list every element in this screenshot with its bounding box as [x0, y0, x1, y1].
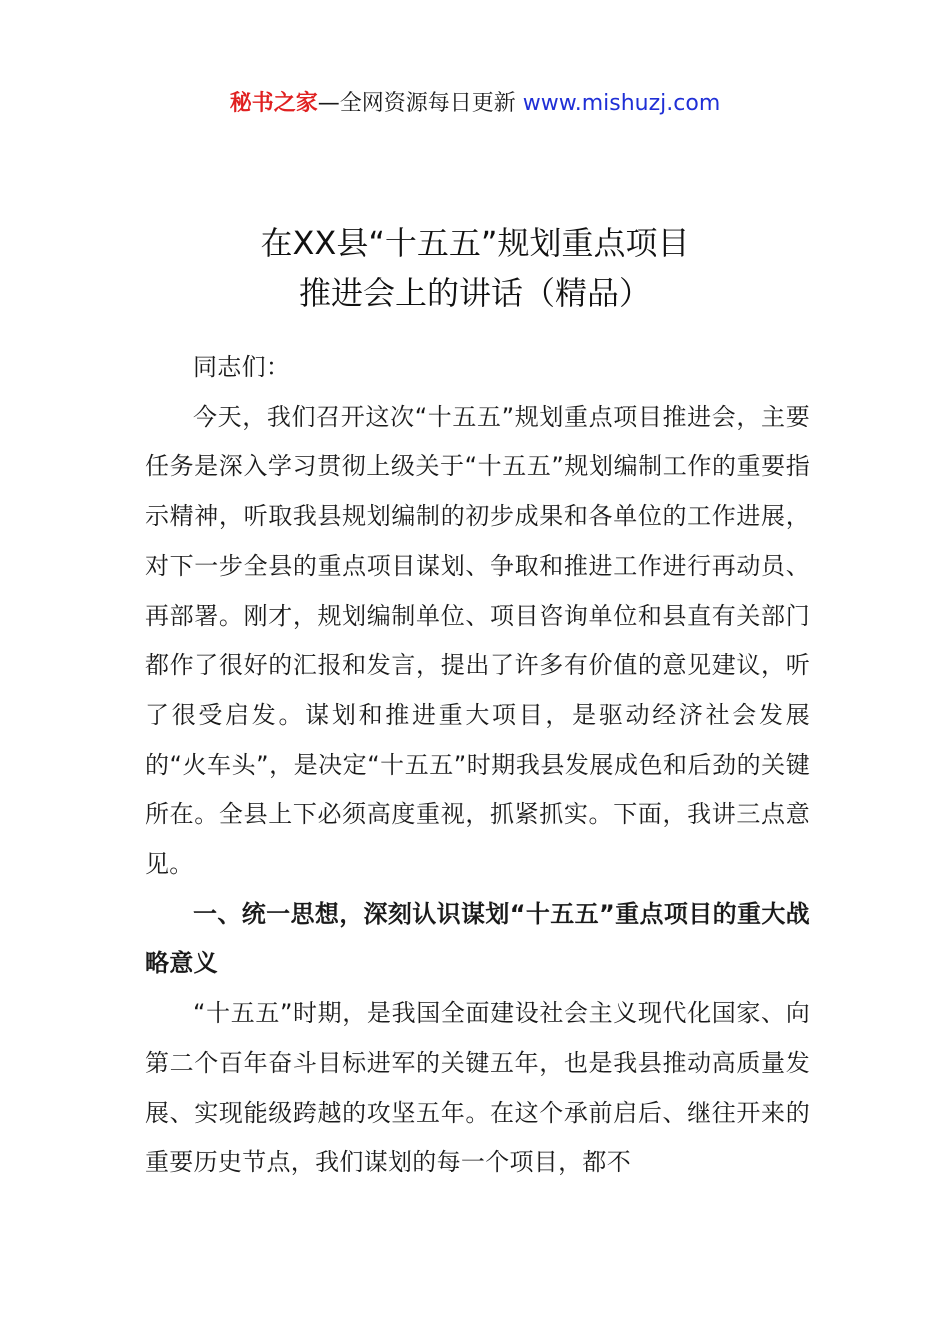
title-line-2: 推进会上的讲话（精品）	[298, 274, 651, 312]
section-1-paragraph: “十五五”时期，是我国全面建设社会主义现代化国家、向第二个百年奋斗目标进军的关键五年，也是我县推动高质量发展、实现能级跨越的攻坚五年。在这个承前启后、继往开来的重要历史节点，我们谋划的每一个项目，都不	[145, 999, 810, 1177]
intro-paragraph: 今天，我们召开这次“十五五”规划重点项目推进会，主要任务是深入学习贯彻上级关于“十五五”规划编制工作的重要指示精神，听取我县规划编制的初步成果和各单位的工作进展，对下一步全县的重点项目谋划、争取和推进工作进行再动员、再部署。刚才，规划编制单位、项目咨询单位和县直有关部门都作了很好的汇报和发言，提出了许多有价值的意见建议，听了很受启发。谋划和推进重大项目，是驱动经济社会发展的“火车头”，是决定“十五五”时期我县发展成色和后劲的关键所在。全县上下必须高度重视，抓紧抓实。下面，我讲三点意见。	[145, 402, 810, 879]
section-1-heading: 一、统一思想，深刻认识谋划“十五五”重点项目的重大战略意义	[145, 899, 810, 978]
brand-name: 秘书之家	[229, 91, 318, 116]
title-line-1: 在XX县“十五五”规划重点项目	[260, 224, 690, 262]
document-body	[145, 343, 810, 1188]
site-url-link[interactable]: www.mishuzj.com	[522, 91, 721, 116]
greeting: 同志们：	[193, 353, 291, 381]
header-tagline: —全网资源每日更新	[317, 91, 516, 116]
document-title	[0, 218, 950, 318]
site-header	[0, 88, 950, 120]
